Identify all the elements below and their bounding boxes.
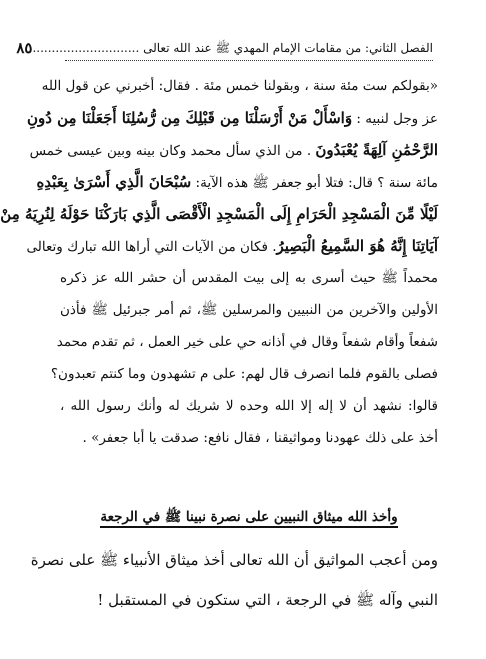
text-line: شفعاً وأقام شفعاً وقال في أذانه حي على خير العمل ، ثم تقدم محمد: [56, 334, 438, 350]
quran-verse: وَاسْأَلْ مَنْ أَرْسَلْنَا مِن قَبْلِكَ مِن رُّسُلِنَا أَجَعَلْنَا مِن دُونِ: [26, 109, 353, 127]
text-line: محمداً ﷺ حيث أسرى به إلى بيت المقدس أن حشر الله عز ذكره: [60, 270, 438, 286]
section-heading: [60, 506, 438, 528]
text-line: أخذ على ذلك عهودنا ومواثيقنا ، فقال نافع: صدقت يا أبا جعفر» .: [82, 430, 438, 446]
text-line: [0, 198, 438, 230]
quran-verse: سُبْحَانَ الَّذِي أَسْرَىٰ بِعَبْدِهِ: [36, 173, 192, 191]
text-line: [26, 230, 438, 262]
text-run: . من الذي سأل محمد وكان بينه وبين عيسى خمس: [29, 143, 316, 159]
running-title: الفصل الثاني: من مقامات الإمام المهدي ﷺ عند الله تعالى ............................: [32, 41, 433, 55]
second-paragraph: [30, 540, 438, 620]
quran-verse: لَيْلًا مِّنَ الْمَسْجِدِ الْحَرَامِ إِلَى الْمَسْجِدِ الْأَقْصَى الَّذِي بَارَكْنَا حَوْلَهُ لِنُرِيَهُ مِنْ: [0, 205, 438, 223]
text-line: الأولين والآخرين من النبيين والمرسلين ﷺ، ثم أمر جبرئيل ﷺ فأذن: [60, 302, 438, 318]
quran-verse: الرَّحْمَٰنِ آلِهَةً يُعْبَدُونَ: [315, 141, 438, 159]
section-heading-text: وأخذ الله ميثاق النبيين على نصرة نبينا ﷺ في الرجعة: [100, 509, 397, 528]
text-run: . فكان من الآيات التي أراها الله تبارك وتعالى: [26, 239, 277, 255]
text-line: قالوا: نشهد أن لا إله إلا الله وحده لا شريك له وأنك رسول الله ،: [60, 398, 438, 414]
text-line: النبي وآله ﷺ في الرجعة ، التي ستكون في المستقبل !: [97, 591, 438, 609]
text-run: عز وجل لنبيه :: [352, 111, 438, 127]
text-line: ومن أعجب المواثيق أن الله تعالى أخذ ميثاق الأنبياء ﷺ على نصرة: [30, 551, 438, 569]
quran-verse: آيَاتِنَا إِنَّهُ هُوَ السَّمِيعُ الْبَصِيرُ: [276, 237, 438, 255]
text-line: [26, 102, 438, 134]
main-paragraph: [0, 70, 438, 454]
text-line: فصلى بالقوم فلما انصرف قال لهم: على م تشهدون وما كنتم تعبدون؟: [50, 366, 438, 382]
text-line: «بقولكم ست مئة سنة ، وبقولنا خمس مئة . فقال: أخبرني عن قول الله: [41, 78, 438, 94]
text-run: مائة سنة ؟ قال: فتلا أبو جعفر ﷺ هذه الآية:: [191, 175, 438, 191]
page-header: [16, 38, 433, 58]
text-line: [36, 166, 438, 198]
text-line: [29, 134, 438, 166]
page-number: ٨٥: [16, 39, 33, 57]
header-divider: [65, 60, 433, 61]
